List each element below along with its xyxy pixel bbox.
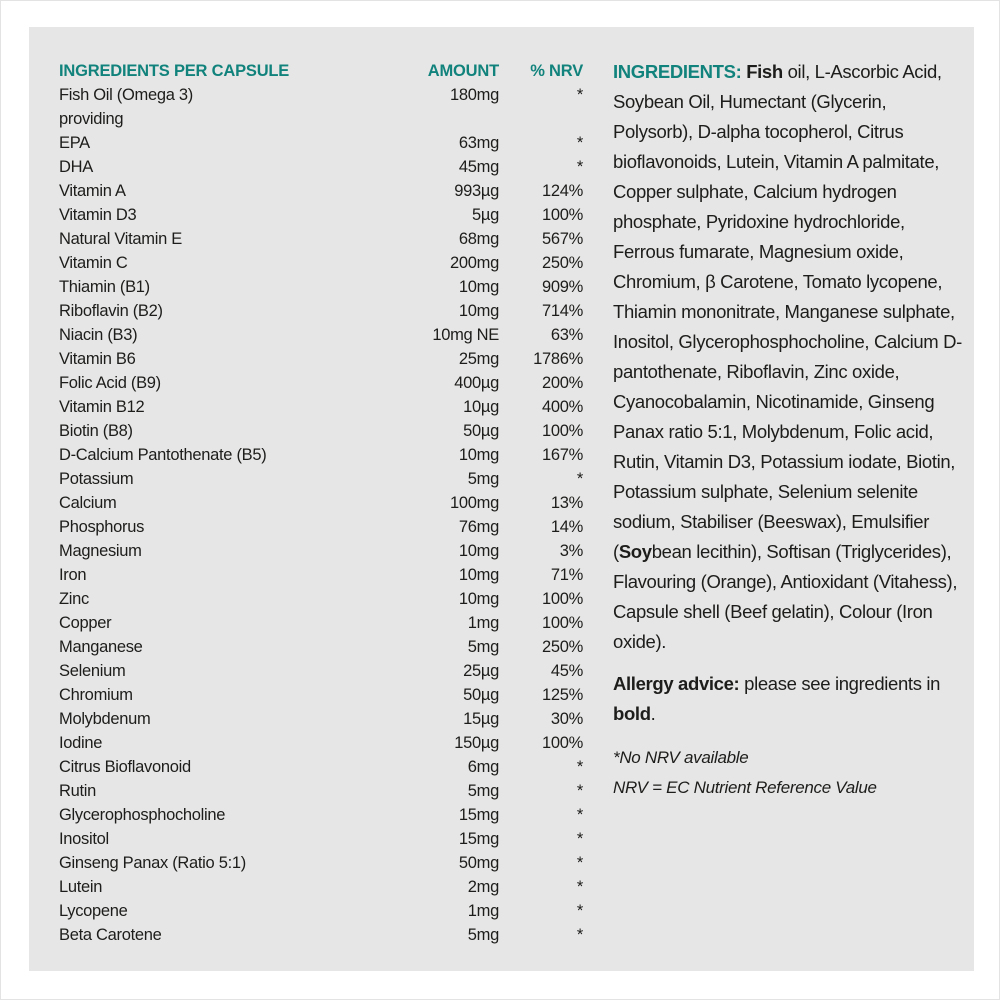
ingredient-nrv: 167% [541, 446, 583, 464]
ingredient-nrv: 63% [550, 326, 583, 344]
table-row [59, 731, 583, 755]
ingredient-amount: 45mg [458, 158, 499, 176]
ingredient-name: Copper [59, 614, 112, 632]
table-row [59, 179, 583, 203]
table-row [59, 563, 583, 587]
ingredient-nrv: 909% [541, 278, 583, 296]
ingredient-amount: 50µg [463, 686, 499, 704]
table-row [59, 155, 583, 179]
text-segment-label: INGREDIENTS: [613, 61, 747, 82]
table-row [59, 443, 583, 467]
table-row [59, 491, 583, 515]
ingredient-name: Selenium [59, 662, 126, 680]
ingredient-name: Biotin (B8) [59, 422, 133, 440]
table-row [59, 251, 583, 275]
ingredient-amount: 2mg [467, 878, 499, 896]
ingredient-amount: 10µg [463, 398, 499, 416]
ingredient-nrv: 13% [550, 494, 583, 512]
ingredient-amount: 150µg [454, 734, 499, 752]
ingredient-amount: 993µg [454, 182, 499, 200]
ingredient-amount: 10mg [458, 446, 499, 464]
table-row [59, 803, 583, 827]
table-row [59, 539, 583, 563]
ingredient-amount: 25mg [458, 350, 499, 368]
text-segment-regular: please see ingredients in [739, 673, 941, 694]
ingredient-name: Iron [59, 566, 87, 584]
table-row [59, 203, 583, 227]
ingredient-amount: 5mg [467, 782, 499, 800]
table-row [59, 923, 583, 947]
ingredient-nrv: 100% [541, 206, 583, 224]
ingredient-nrv: 14% [550, 518, 583, 536]
ingredient-nrv: * [576, 806, 583, 824]
ingredient-name: Vitamin C [59, 254, 128, 272]
text-segment-bold: Fish [746, 61, 783, 82]
text-segment-bold: Soy [618, 541, 652, 562]
column-header-ingredients: INGREDIENTS PER CAPSULE [59, 62, 290, 80]
ingredient-amount: 10mg NE [432, 326, 499, 344]
ingredient-amount: 25µg [463, 662, 499, 680]
ingredient-name: Thiamin (B1) [59, 278, 150, 296]
table-row [59, 635, 583, 659]
ingredient-nrv: 100% [541, 590, 583, 608]
ingredient-name: Vitamin B12 [59, 398, 145, 416]
ingredient-amount: 5mg [467, 926, 499, 944]
ingredient-amount: 15µg [463, 710, 499, 728]
ingredient-name: Fish Oil (Omega 3) [59, 86, 193, 104]
ingredient-name: Zinc [59, 590, 89, 608]
ingredient-name: Natural Vitamin E [59, 230, 182, 248]
table-row [59, 323, 583, 347]
table-row [59, 371, 583, 395]
ingredient-name: Magnesium [59, 542, 142, 560]
ingredient-name: D-Calcium Pantothenate (B5) [59, 446, 267, 464]
ingredient-nrv: * [576, 854, 583, 872]
ingredient-amount: 10mg [458, 278, 499, 296]
ingredient-nrv: 125% [541, 686, 583, 704]
text-segment-regular: . [650, 703, 656, 724]
ingredient-name: Riboflavin (B2) [59, 302, 163, 320]
ingredient-amount: 50mg [458, 854, 499, 872]
supplement-facts-panel [29, 27, 974, 971]
ingredient-nrv: * [576, 830, 583, 848]
text-segment-bold: bold [613, 703, 651, 724]
footnotes-block [613, 743, 967, 803]
ingredient-nrv: 3% [559, 542, 583, 560]
ingredient-nrv: 45% [550, 662, 583, 680]
ingredient-amount: 68mg [458, 230, 499, 248]
ingredient-nrv: 250% [541, 254, 583, 272]
ingredients-paragraph [613, 57, 967, 657]
ingredient-name: Vitamin A [59, 182, 126, 200]
ingredient-nrv: 714% [541, 302, 583, 320]
ingredient-nrv: * [576, 158, 583, 176]
table-row [59, 587, 583, 611]
ingredient-name: Citrus Bioflavonoid [59, 758, 191, 776]
table-row [59, 515, 583, 539]
ingredient-nrv: * [576, 782, 583, 800]
ingredient-name: Lutein [59, 878, 103, 896]
column-header-nrv: % NRV [530, 62, 583, 80]
ingredient-amount: 6mg [467, 758, 499, 776]
table-row [59, 347, 583, 371]
ingredient-name: Potassium [59, 470, 134, 488]
table-row [59, 899, 583, 923]
table-row [59, 131, 583, 155]
ingredients-per-capsule-table [59, 59, 583, 947]
ingredient-nrv: 71% [550, 566, 583, 584]
table-row [59, 827, 583, 851]
ingredient-amount: 1mg [467, 614, 499, 632]
ingredient-name: EPA [59, 134, 90, 152]
table-row [59, 611, 583, 635]
ingredient-name: Iodine [59, 734, 103, 752]
table-row [59, 467, 583, 491]
ingredient-amount: 400µg [454, 374, 499, 392]
ingredient-name: Rutin [59, 782, 97, 800]
ingredient-nrv: 200% [541, 374, 583, 392]
table-row [59, 395, 583, 419]
table-row [59, 275, 583, 299]
ingredient-nrv: 100% [541, 734, 583, 752]
ingredient-nrv: * [576, 86, 583, 104]
footnote-nrv-definition: NRV = EC Nutrient Reference Value [613, 778, 877, 797]
table-row [59, 875, 583, 899]
ingredient-name: DHA [59, 158, 93, 176]
ingredient-nrv: 400% [541, 398, 583, 416]
ingredient-nrv [499, 107, 583, 131]
text-segment-regular: bean lecithin), Softisan (Triglycerides), Flavouring (Orange), Antioxidant (Vitahess), Capsule shell (Beef gelatin), Colour (Iron oxide). [613, 541, 958, 652]
ingredient-amount: 76mg [458, 518, 499, 536]
ingredient-name: Glycerophosphocholine [59, 806, 226, 824]
ingredient-nrv: 250% [541, 638, 583, 656]
ingredient-amount [399, 107, 499, 131]
text-segment-bold: Allergy advice: [613, 673, 740, 694]
table-row [59, 683, 583, 707]
ingredient-nrv: * [576, 878, 583, 896]
ingredient-nrv: 567% [541, 230, 583, 248]
ingredient-amount: 5mg [467, 470, 499, 488]
table-row [59, 419, 583, 443]
ingredient-name: Lycopene [59, 902, 128, 920]
ingredient-name: Niacin (B3) [59, 326, 138, 344]
ingredient-name: Folic Acid (B9) [59, 374, 161, 392]
table-row [59, 83, 583, 107]
allergy-advice [613, 669, 967, 729]
ingredient-amount: 15mg [458, 830, 499, 848]
ingredient-name: providing [59, 110, 124, 128]
ingredient-amount: 63mg [458, 134, 499, 152]
table-body [59, 83, 583, 947]
footnote-no-nrv: *No NRV available [613, 748, 749, 767]
ingredient-nrv: 100% [541, 422, 583, 440]
table-row [59, 851, 583, 875]
ingredient-nrv: 100% [541, 614, 583, 632]
table-row [59, 227, 583, 251]
ingredient-amount: 100mg [450, 494, 499, 512]
ingredient-name: Vitamin D3 [59, 206, 137, 224]
ingredient-nrv: * [576, 758, 583, 776]
ingredient-name: Inositol [59, 830, 109, 848]
ingredient-name: Calcium [59, 494, 117, 512]
ingredient-amount: 10mg [458, 542, 499, 560]
ingredient-name: Ginseng Panax (Ratio 5:1) [59, 854, 246, 872]
ingredient-name: Vitamin B6 [59, 350, 136, 368]
text-segment-regular: oil, L-Ascorbic Acid, Soybean Oil, Humectant (Glycerin, Polysorb), D-alpha tocopherol, Citrus bioflavonoids, Lutein, Vitamin A palmitate, Copper sulphate, Calcium hydrogen phosphate, Pyridoxine hydrochloride, Ferrous fumarate, Magnesium oxide, Chromium, β Carotene, Tomato lycopene, Thiamin mononitrate, Manganese sulphate, Inositol, Glycerophosphocholine, Calcium D- pantothenate, Riboflavin, Zinc oxide, Cyanocobalamin, Nicotinamide, Ginseng Panax ratio 5:1, Molybdenum, Folic acid, Rutin, Vitamin D3, Potassium iodate, Biotin, Potassium sulphate, Selenium selenite sodium, Stabiliser (Beeswax), Emulsifier ( [613, 61, 962, 562]
ingredient-nrv: * [576, 470, 583, 488]
ingredient-nrv: * [576, 926, 583, 944]
ingredient-name: Chromium [59, 686, 133, 704]
table-row [59, 707, 583, 731]
ingredient-nrv: 1786% [533, 350, 583, 368]
ingredient-amount: 10mg [458, 302, 499, 320]
ingredient-name: Beta Carotene [59, 926, 162, 944]
table-row [59, 299, 583, 323]
ingredient-nrv: 124% [541, 182, 583, 200]
table-row [59, 659, 583, 683]
ingredient-amount: 50µg [463, 422, 499, 440]
ingredient-amount: 180mg [450, 86, 499, 104]
ingredient-amount: 5µg [472, 206, 499, 224]
table-row [59, 755, 583, 779]
ingredient-amount: 10mg [458, 590, 499, 608]
ingredient-nrv: * [576, 902, 583, 920]
ingredient-nrv: * [576, 134, 583, 152]
ingredient-amount: 10mg [458, 566, 499, 584]
ingredient-name: Molybdenum [59, 710, 151, 728]
table-header-row [59, 59, 583, 83]
ingredient-amount: 200mg [450, 254, 499, 272]
column-header-amount: AMOUNT [427, 62, 499, 80]
ingredient-amount: 1mg [467, 902, 499, 920]
ingredients-text-column [613, 57, 967, 803]
table-row [59, 779, 583, 803]
table-row [59, 107, 583, 131]
ingredient-amount: 5mg [467, 638, 499, 656]
ingredient-amount: 15mg [458, 806, 499, 824]
ingredient-name: Manganese [59, 638, 143, 656]
ingredient-nrv: 30% [550, 710, 583, 728]
ingredient-name: Phosphorus [59, 518, 145, 536]
